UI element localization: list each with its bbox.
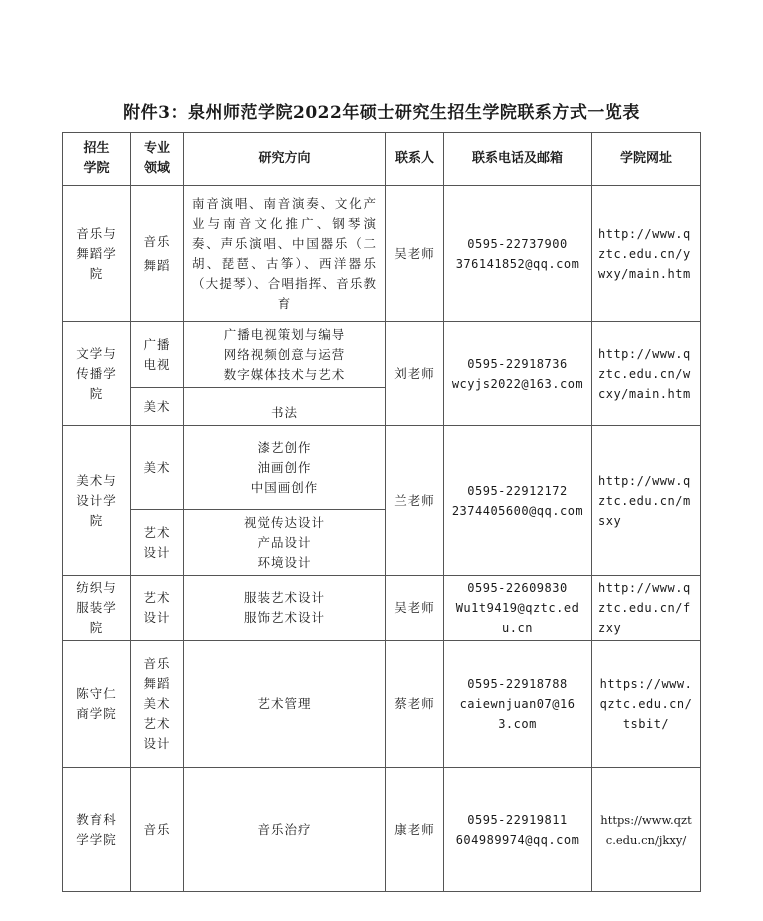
email-text: Wu1t9419@qztc.edu.cn: [455, 601, 580, 635]
website-cell: https://www.qztc.edu.cn/jkxy/: [592, 768, 701, 892]
direction-item: 环境设计: [257, 554, 312, 570]
field-cell: 广播电视: [131, 322, 184, 388]
direction-cell: [184, 426, 386, 510]
table-row: [63, 768, 701, 892]
college-cell: 纺织与服装学院: [63, 576, 131, 641]
header-direction: 研究方向: [184, 133, 386, 186]
direction-cell: 音乐治疗: [184, 768, 386, 892]
phone-text: 0595-22918788: [467, 677, 568, 691]
phone-text: 0595-22919811: [467, 812, 568, 827]
phone-text: 0595-22737900: [467, 236, 568, 251]
phone-text: 0595-22912172: [467, 483, 568, 498]
website-cell: http://www.qztc.edu.cn/ywxy/main.htm: [592, 186, 701, 322]
header-field: 专业领域: [131, 133, 184, 186]
direction-cell: 南音演唱、南音演奏、文化产业与南音文化推广、钢琴演奏、声乐演唱、中国器乐（二胡、琵琶、古筝）、西洋器乐（大提琴）、合唱指挥、音乐教育: [184, 186, 386, 322]
direction-cell: 书法: [184, 388, 386, 426]
field-cell: 美术: [131, 388, 184, 426]
direction-item: 产品设计: [257, 534, 312, 550]
direction-item: 中国画创作: [250, 479, 319, 495]
field-cell: 艺术设计: [131, 576, 184, 641]
contact-cell: 兰老师: [386, 426, 444, 576]
direction-cell: [184, 322, 386, 388]
direction-item: 视觉传达设计: [243, 514, 325, 530]
field-cell: 音乐: [131, 768, 184, 892]
website-cell: http://www.qztc.edu.cn/fzxy: [592, 576, 701, 641]
direction-item: 网络视频创意与运营: [223, 346, 346, 362]
direction-item: 服饰艺术设计: [243, 610, 325, 625]
contact-cell: 蔡老师: [386, 641, 444, 768]
header-college: 招生学院: [63, 133, 131, 186]
website-cell: https://www.qztc.edu.cn/tsbit/: [592, 641, 701, 768]
phone-text: 0595-22609830: [467, 581, 568, 595]
direction-item: 数字媒体技术与艺术: [223, 366, 346, 382]
header-website: 学院网址: [592, 133, 701, 186]
contact-table: [62, 132, 701, 892]
email-text: 376141852@qq.com: [455, 256, 580, 271]
direction-item: 油画创作: [257, 459, 312, 475]
website-cell: http://www.qztc.edu.cn/msxy: [592, 426, 701, 576]
table-row: [63, 641, 701, 768]
college-cell: 陈守仁商学院: [63, 641, 131, 768]
field-cell: 美术: [131, 426, 184, 510]
header-row: [63, 133, 701, 186]
phone-email-cell: [444, 426, 592, 576]
field-cell: 音乐舞蹈: [131, 186, 184, 322]
table-row: [63, 426, 701, 510]
field-cell: 艺术设计: [131, 510, 184, 576]
phone-email-cell: [444, 641, 592, 768]
phone-email-cell: [444, 322, 592, 426]
email-text: 2374405600@qq.com: [451, 503, 584, 518]
college-cell: 音乐与舞蹈学院: [63, 186, 131, 322]
direction-item: 漆艺创作: [257, 439, 312, 455]
college-cell: 文学与传播学院: [63, 322, 131, 426]
college-cell: 教育科学学院: [63, 768, 131, 892]
phone-email-cell: [444, 576, 592, 641]
direction-item: 广播电视策划与编导: [223, 326, 346, 342]
table-row: [63, 576, 701, 641]
college-cell: 美术与设计学院: [63, 426, 131, 576]
direction-cell: [184, 576, 386, 641]
direction-item: 服装艺术设计: [243, 590, 325, 605]
contact-cell: 吴老师: [386, 186, 444, 322]
table-row: [63, 186, 701, 322]
header-contact: 联系人: [386, 133, 444, 186]
website-cell: http://www.qztc.edu.cn/wcxy/main.htm: [592, 322, 701, 426]
email-text: 604989974@qq.com: [455, 832, 580, 847]
contact-cell: 康老师: [386, 768, 444, 892]
contact-cell: 吴老师: [386, 576, 444, 641]
field-cell: 音乐舞蹈美术艺术设计: [131, 641, 184, 768]
page-title: 附件3：泉州师范学院2022年硕士研究生招生学院联系方式一览表: [123, 103, 640, 123]
contact-cell: 刘老师: [386, 322, 444, 426]
email-text: wcyjs2022@163.com: [451, 376, 584, 391]
table-row: [63, 322, 701, 388]
phone-email-cell: [444, 768, 592, 892]
header-phone-email: 联系电话及邮箱: [444, 133, 592, 186]
phone-email-cell: [444, 186, 592, 322]
direction-cell: [184, 510, 386, 576]
direction-cell: 艺术管理: [184, 641, 386, 768]
phone-text: 0595-22918736: [467, 356, 568, 371]
email-text: caiewnjuan07@163.com: [459, 697, 576, 731]
